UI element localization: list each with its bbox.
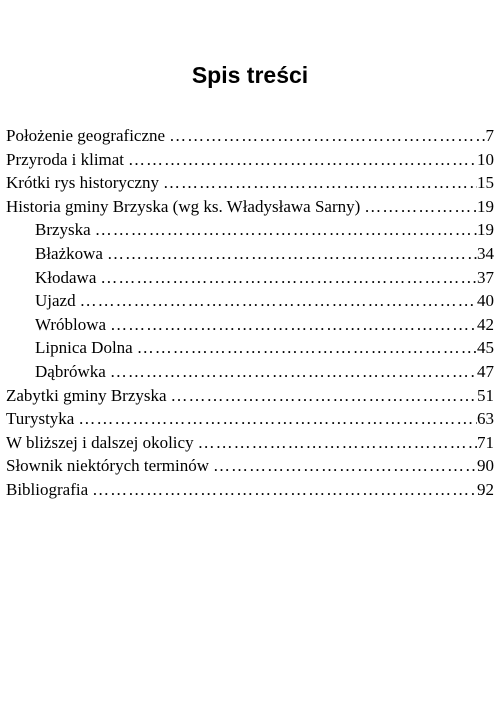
toc-entry bbox=[6, 360, 494, 384]
toc-entry-page-number: 51 bbox=[477, 385, 494, 405]
toc-entry bbox=[6, 218, 494, 242]
toc-entry-label: Ujazd bbox=[35, 291, 76, 311]
page-title: Spis treści bbox=[191, 62, 309, 88]
dot-leader bbox=[110, 313, 477, 337]
toc-entry-label: Zabytki gminy Brzyska bbox=[6, 385, 167, 405]
toc-entry-label: Dąbrówka bbox=[35, 361, 106, 381]
toc-entry-page-number: 15 bbox=[477, 173, 494, 193]
toc-entry bbox=[6, 313, 494, 337]
toc-entry bbox=[6, 266, 494, 290]
toc-entry-page-number: 42 bbox=[477, 314, 494, 334]
toc-entry-page-number: 37 bbox=[477, 267, 494, 287]
toc-entry bbox=[6, 289, 494, 313]
toc-entry-page-number: 47 bbox=[477, 361, 494, 381]
toc-entry-page-number: 90 bbox=[477, 456, 494, 476]
dot-leader bbox=[80, 289, 477, 313]
dot-leader bbox=[128, 148, 477, 172]
toc-entry-label: Błażkowa bbox=[35, 243, 103, 263]
dot-leader bbox=[92, 478, 477, 502]
toc-entry-label: Położenie geograficzne bbox=[6, 126, 166, 145]
toc-entry-label: Przyroda i klimat bbox=[6, 149, 125, 169]
dot-leader bbox=[107, 242, 477, 266]
toc-entry bbox=[6, 242, 494, 266]
toc-entry-page-number: 19 bbox=[477, 220, 494, 240]
dot-leader bbox=[78, 407, 477, 431]
toc-entry-page-number: 7 bbox=[485, 126, 494, 145]
toc-entry-page-number: 10 bbox=[477, 149, 494, 169]
dot-leader bbox=[213, 454, 477, 478]
toc-entry bbox=[6, 171, 494, 195]
toc-entry bbox=[6, 336, 494, 360]
dot-leader bbox=[364, 195, 477, 219]
dot-leader bbox=[171, 384, 477, 408]
toc-entry-page-number: 19 bbox=[477, 196, 494, 216]
dot-leader bbox=[137, 336, 477, 360]
toc-entry-label: W bliższej i dalszej okolicy bbox=[6, 432, 194, 452]
toc-entry-label: Turystyka bbox=[6, 409, 75, 429]
toc-entry-page-number: 40 bbox=[477, 291, 494, 311]
toc-entry bbox=[6, 478, 494, 502]
toc-entry bbox=[6, 431, 494, 455]
toc-entry-page-number: 63 bbox=[477, 409, 494, 429]
toc-entry-label: Historia gminy Brzyska (wg ks. Władysława Sarny) bbox=[6, 196, 361, 216]
toc-entry bbox=[6, 407, 494, 431]
toc-entry-page-number: 34 bbox=[477, 243, 494, 263]
toc-entry-label: Brzyska bbox=[35, 220, 91, 240]
toc-entry-label: Kłodawa bbox=[35, 267, 97, 287]
toc-entry-label: Krótki rys historyczny bbox=[6, 173, 159, 193]
toc-entry-page-number: 45 bbox=[477, 338, 494, 358]
dot-leader bbox=[95, 218, 477, 242]
toc-entry-label: Bibliografia bbox=[6, 479, 89, 499]
toc-entry-label: Lipnica Dolna bbox=[35, 338, 133, 358]
toc-entry-label: Słownik niektórych terminów bbox=[6, 456, 210, 476]
table-of-contents bbox=[6, 124, 494, 502]
toc-entry bbox=[6, 454, 494, 478]
toc-entry-label: Wróblowa bbox=[35, 314, 107, 334]
dot-leader bbox=[110, 360, 477, 384]
toc-entry bbox=[6, 148, 494, 172]
dot-leader bbox=[198, 431, 477, 455]
dot-leader bbox=[163, 171, 477, 195]
toc-entry-page-number: 71 bbox=[477, 432, 494, 452]
toc-entry-page-number: 92 bbox=[477, 479, 494, 499]
toc-entry bbox=[6, 195, 494, 219]
toc-entry bbox=[6, 384, 494, 408]
dot-leader bbox=[100, 266, 477, 290]
toc-entry bbox=[6, 124, 494, 148]
dot-leader bbox=[169, 124, 485, 148]
